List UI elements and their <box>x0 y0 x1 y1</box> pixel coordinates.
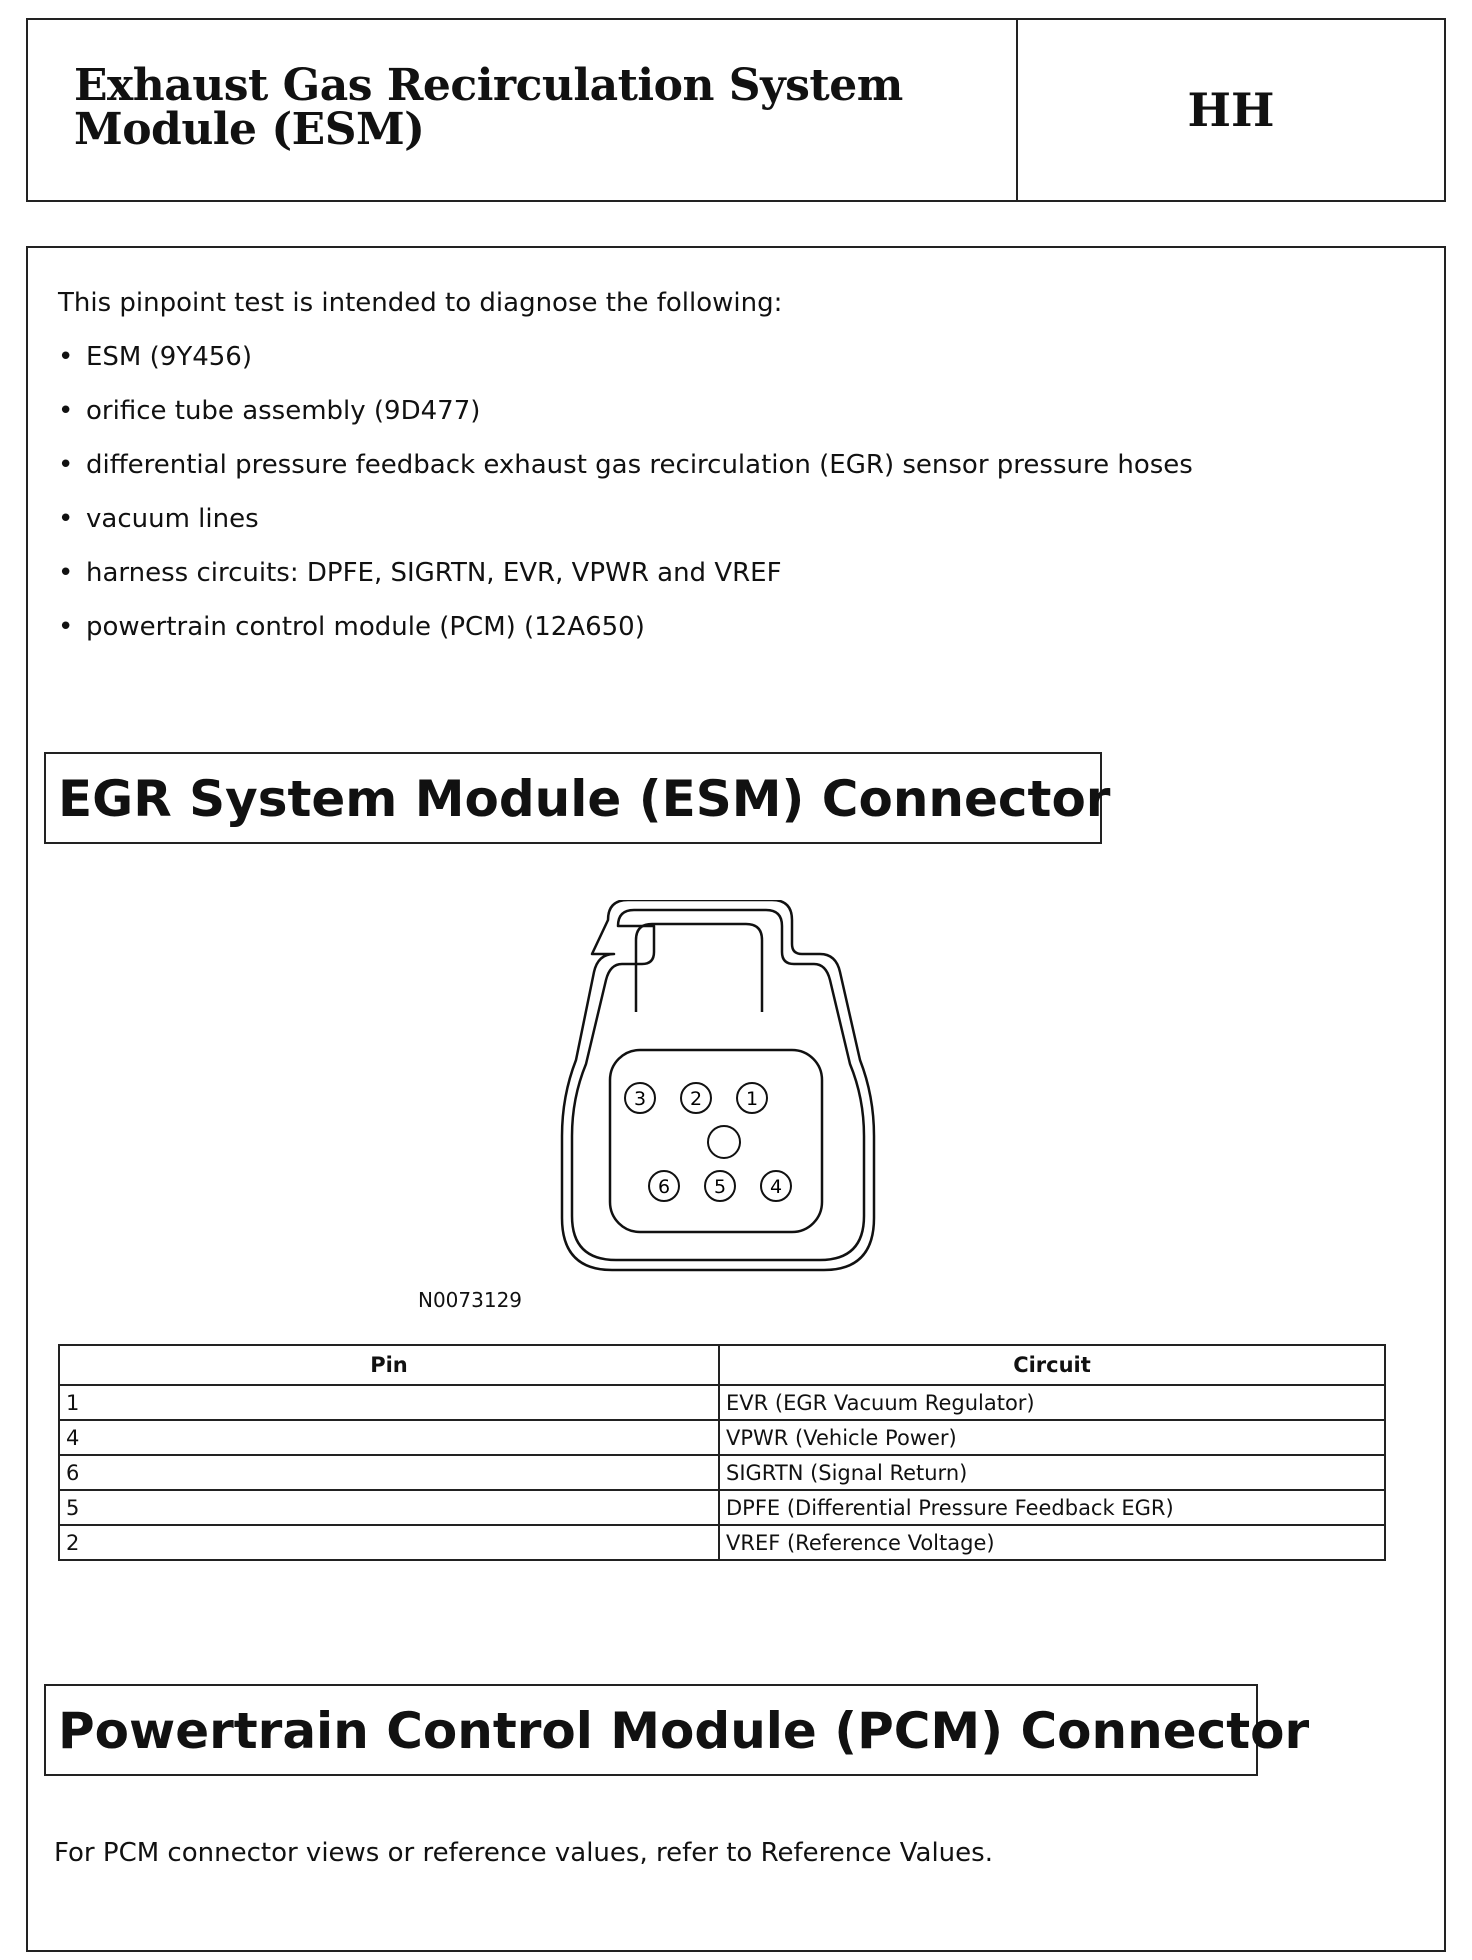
pcm-connector-heading: Powertrain Control Module (PCM) Connector <box>44 1684 1258 1776</box>
esm-connector-diagram <box>548 900 948 1280</box>
circuit-cell: DPFE (Differential Pressure Feedback EGR) <box>719 1490 1385 1525</box>
circuit-cell: SIGRTN (Signal Return) <box>719 1455 1385 1490</box>
content-panel <box>26 246 1446 1952</box>
bullet-icon: • <box>58 396 74 426</box>
intro-list-item-text: differential pressure feedback exhaust gas recirculation (EGR) sensor pressure hoses <box>86 450 1193 480</box>
pin-cell: 6 <box>59 1455 719 1490</box>
intro-list-item <box>58 504 1193 558</box>
note-suffix: . <box>984 1838 993 1868</box>
circuit-cell: VPWR (Vehicle Power) <box>719 1420 1385 1455</box>
pin-label: 2 <box>689 1088 703 1110</box>
bullet-icon: • <box>58 450 74 480</box>
bullet-icon: • <box>58 558 74 588</box>
pin-4 <box>761 1171 791 1201</box>
pin-5 <box>705 1171 735 1201</box>
page-header <box>26 18 1446 202</box>
page-title-line-1: Exhaust Gas Recirculation System <box>74 60 903 111</box>
column-header-pin: Pin <box>59 1345 719 1385</box>
table-row <box>59 1385 1385 1420</box>
bullet-icon: • <box>58 612 74 642</box>
table-header-row <box>59 1345 1385 1385</box>
pin-cell: 1 <box>59 1385 719 1420</box>
note-text: For PCM connector views or reference values, refer to <box>54 1838 761 1868</box>
esm-connector-heading: EGR System Module (ESM) Connector <box>44 752 1102 844</box>
pcm-reference-note <box>54 1838 993 1868</box>
intro-block <box>58 288 1193 666</box>
intro-list-item-text: orifice tube assembly (9D477) <box>86 396 481 426</box>
section-code: HH <box>1187 83 1275 137</box>
table-row <box>59 1490 1385 1525</box>
pin-cell: 4 <box>59 1420 719 1455</box>
column-header-circuit: Circuit <box>719 1345 1385 1385</box>
intro-list-item-text: vacuum lines <box>86 504 259 534</box>
intro-list-item <box>58 450 1193 504</box>
pin-label: 1 <box>745 1088 759 1110</box>
pin-label: 5 <box>713 1176 727 1198</box>
circuit-cell: EVR (EGR Vacuum Regulator) <box>719 1385 1385 1420</box>
connector-housing-inner <box>572 910 864 1260</box>
pin-1 <box>737 1083 767 1113</box>
intro-list-item <box>58 396 1193 450</box>
intro-list-item <box>58 612 1193 666</box>
pin-label: 6 <box>657 1176 671 1198</box>
intro-list-item <box>58 342 1193 396</box>
reference-values-link[interactable]: Reference Values <box>760 1838 985 1868</box>
table-row <box>59 1455 1385 1490</box>
figure-id: N0073129 <box>418 1288 523 1312</box>
pin-3 <box>625 1083 655 1113</box>
intro-list-item-text: harness circuits: DPFE, SIGRTN, EVR, VPWR and VREF <box>86 558 782 588</box>
circuit-cell: VREF (Reference Voltage) <box>719 1525 1385 1560</box>
pin-center-cavity <box>708 1126 740 1158</box>
bullet-icon: • <box>58 342 74 372</box>
pin-cell: 5 <box>59 1490 719 1525</box>
bullet-icon: • <box>58 504 74 534</box>
pin-6 <box>649 1171 679 1201</box>
intro-list-item-text: powertrain control module (PCM) (12A650) <box>86 612 645 642</box>
pin-cavity <box>610 1050 822 1232</box>
page-title-line-2: Module (ESM) <box>74 104 425 155</box>
pin-cell: 2 <box>59 1525 719 1560</box>
pin-circuit-table <box>58 1344 1386 1561</box>
intro-lead: This pinpoint test is intended to diagnose the following: <box>58 288 783 318</box>
page-title <box>28 20 1018 200</box>
table-row <box>59 1420 1385 1455</box>
pin-label: 3 <box>633 1088 647 1110</box>
pin-label: 4 <box>769 1176 783 1198</box>
table-row <box>59 1525 1385 1560</box>
intro-list-item <box>58 558 1193 612</box>
intro-list-item-text: ESM (9Y456) <box>86 342 252 372</box>
pin-2 <box>681 1083 711 1113</box>
